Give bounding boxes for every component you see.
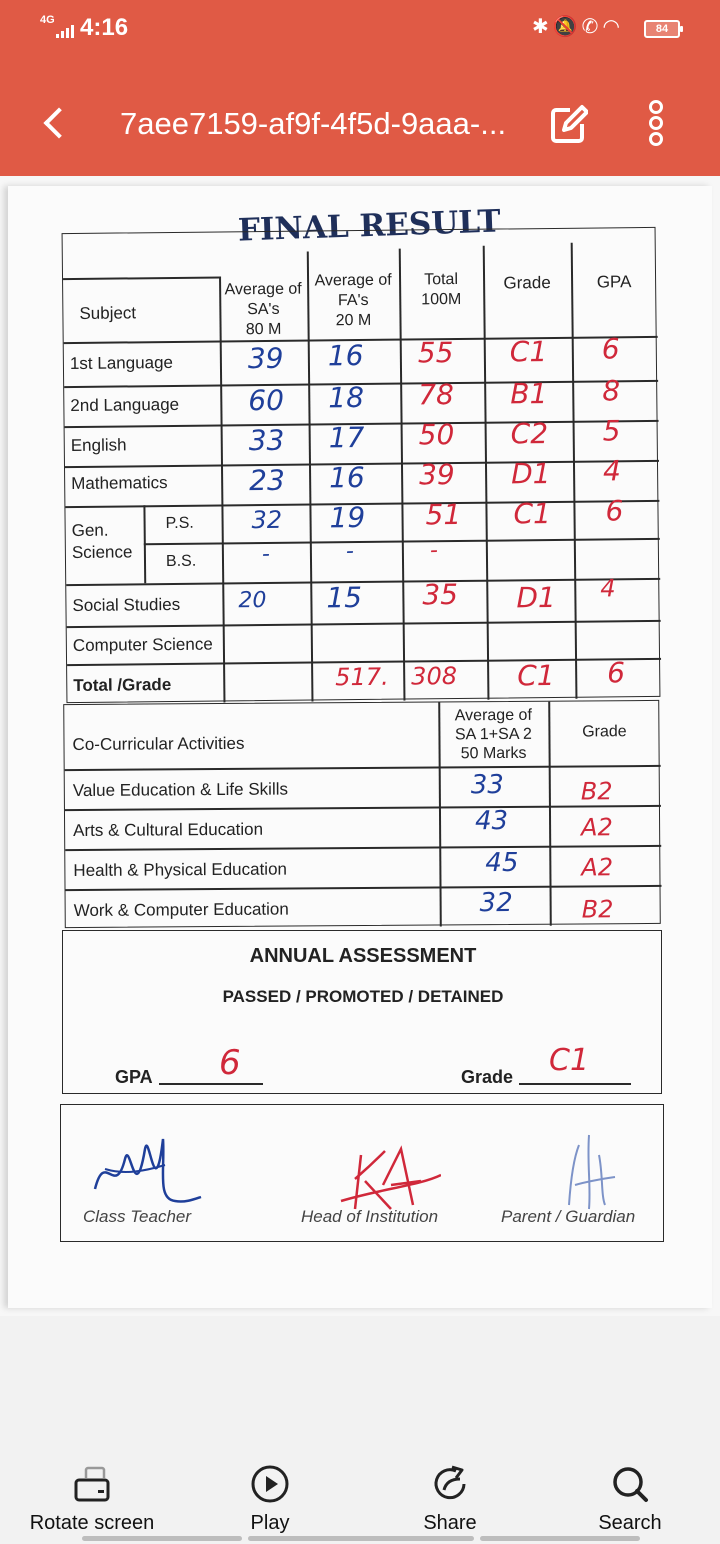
header-fa-average: Average of FA's 20 M [314,271,392,330]
cocurricular-header: Co-Curricular Activities [72,733,245,755]
ps-total-mark: 51 [425,497,462,532]
gpa-mark: 8 [602,374,621,408]
edit-icon[interactable] [550,104,588,144]
search-label: Search [598,1512,662,1534]
activity-grade: B2 [581,895,614,924]
subject-name: Social Studies [72,594,181,616]
total-mark: 55 [417,336,454,370]
header-grade: Grade [503,273,551,293]
document-title: FINAL RESULT [237,203,502,249]
gen-science-label: Gen. Science [71,520,133,563]
ps-gpa-mark: 6 [605,494,624,528]
file-title: 7aee7159-af9f-4f5d-9aaa-... [120,106,507,141]
top-bar [0,0,720,176]
grade-mark: C1 [509,335,548,369]
more-options-icon[interactable] [640,100,672,146]
social-gpa-mark: 4 [600,574,616,603]
signal-icon [56,24,76,38]
signatures-box [60,1104,664,1242]
annual-assessment-box [62,930,662,1094]
fa-mark: 17 [328,420,365,455]
play-icon [250,1464,290,1504]
total-percent: 517. [335,662,389,692]
fa-mark: 18 [328,380,365,415]
total-gpa: 6 [607,656,626,690]
bs-fa-mark: - [345,539,354,565]
activity-avg: 33 [470,770,504,801]
play-button[interactable] [190,1464,350,1544]
gpa-mark: 4 [602,454,622,488]
social-fa-mark: 15 [326,580,363,615]
grand-total: 308 [411,662,458,691]
grade-mark: B1 [510,377,548,411]
call-icon: ✆ [581,16,603,38]
ps-label: P.S. [165,514,194,533]
social-sa-mark: 20 [238,587,267,614]
back-icon[interactable] [38,102,78,146]
subject-name: English [70,435,127,456]
total-mark: 78 [418,378,455,412]
search-icon [610,1464,650,1504]
nav-indicator [82,1536,242,1541]
share-button[interactable] [370,1464,530,1544]
final-gpa: 6 [219,1043,241,1083]
parent-signature [539,1125,639,1215]
cocurricular-avg-header: Average of SA 1+SA 2 50 Marks [454,706,532,763]
annual-title: ANNUAL ASSESSMENT [249,945,477,967]
nav-indicator [248,1536,474,1541]
social-grade-mark: D1 [516,580,556,615]
fa-mark: 16 [327,338,364,373]
grade-mark: C2 [510,417,549,451]
subject-name: Computer Science [72,634,213,656]
wifi-icon: ◠ [602,16,624,38]
activity-avg: 32 [479,887,513,919]
bs-total-mark: - [429,538,438,564]
sa-mark: 39 [247,341,284,376]
grade-label: Grade [461,1067,514,1087]
network-type: 4G [40,14,55,26]
head-label: Head of Institution [301,1207,439,1226]
sa-mark: 23 [248,463,285,498]
rotate-screen-button[interactable] [12,1464,172,1544]
activity-grade: A2 [581,853,614,882]
bluetooth-icon: ✱ [532,16,553,38]
header-sa-average: Average of SA's 80 M [224,280,302,339]
document-viewer[interactable] [0,176,720,1316]
activity-name: Work & Computer Education [73,899,289,921]
header-subject: Subject [79,303,137,323]
ps-sa-mark: 32 [251,505,283,535]
mute-icon: 🔕 [552,16,582,38]
gpa-mark: 5 [602,414,621,448]
bs-sa-mark: - [261,541,271,568]
rotate-screen-icon [72,1464,112,1504]
total-grade-label: Total /Grade [73,674,172,696]
ps-fa-mark: 19 [329,500,366,535]
share-label: Share [423,1512,477,1534]
subject-name: Mathematics [71,473,168,494]
status-icons [532,14,624,39]
battery-icon: 84 [644,20,680,38]
rotate-screen-label: Rotate screen [29,1512,155,1534]
subject-name: 2nd Language [70,394,180,416]
annual-status: PASSED / PROMOTED / DETAINED [222,987,504,1006]
cocurricular-grade-header: Grade [582,723,627,741]
report-card-page [8,186,712,1308]
cocurricular-table [63,700,661,928]
search-button[interactable] [550,1464,710,1544]
class-teacher-signature [85,1119,205,1219]
bs-label: B.S. [165,552,197,571]
activity-grade: B2 [580,777,613,806]
fa-mark: 16 [328,460,365,495]
subject-name: 1st Language [69,352,174,374]
gpa-label: GPA [115,1067,153,1087]
activity-avg: 45 [485,847,519,879]
activity-name: Value Education & Life Skills [72,779,289,801]
share-icon [430,1464,470,1504]
social-total-mark: 35 [422,577,459,612]
bottom-toolbar [0,1316,720,1544]
parent-label: Parent / Guardian [501,1207,636,1226]
total-mark: 39 [418,458,455,492]
final-result-table [62,227,661,703]
status-bar [0,0,720,56]
gpa-mark: 6 [601,332,620,366]
header-total: Total 100M [421,270,462,309]
sa-mark: 33 [248,423,285,458]
head-signature [321,1145,441,1215]
play-label: Play [250,1512,290,1534]
nav-indicator [480,1536,640,1541]
activity-name: Arts & Cultural Education [73,819,264,841]
total-mark: 50 [418,418,455,452]
final-grade: C1 [549,1043,590,1078]
activity-name: Health & Physical Education [73,859,288,881]
ps-grade-mark: C1 [513,497,552,531]
activity-grade: A2 [581,813,613,842]
activity-avg: 43 [474,805,509,837]
total-grade: C1 [517,658,555,693]
sa-mark: 60 [248,383,285,418]
header-gpa: GPA [596,272,632,292]
grade-mark: D1 [510,457,551,491]
status-time: 4:16 [80,14,129,41]
class-teacher-label: Class Teacher [83,1207,192,1226]
